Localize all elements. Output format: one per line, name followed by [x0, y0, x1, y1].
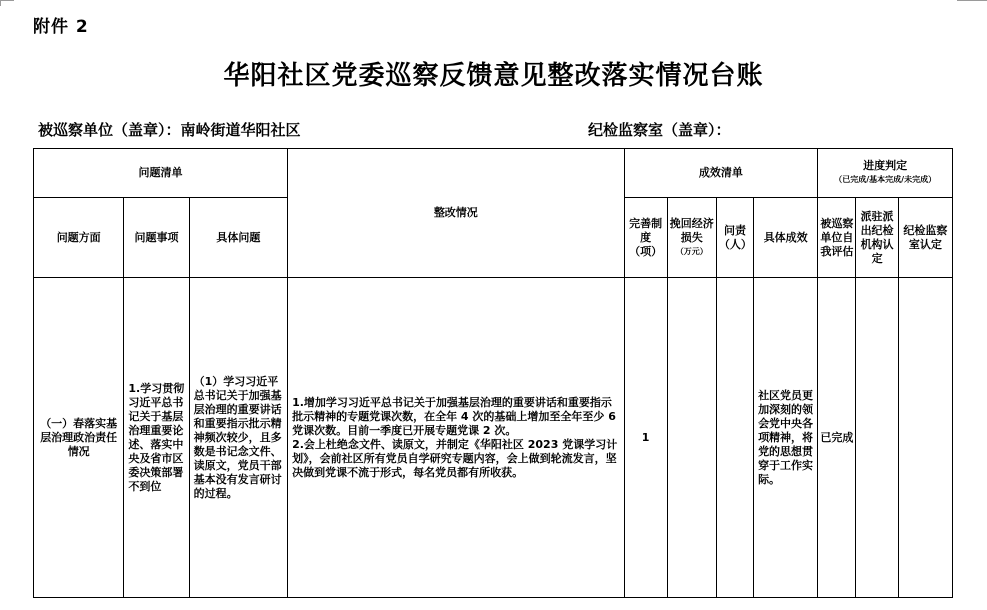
specific-results-cell: 社区党员更加深刻的领会党中央各项精神，将党的思想贯穿于工作实际。	[754, 278, 818, 598]
self-eval-header: 被巡察单位自我评估	[818, 198, 856, 278]
discipline-office-line: 纪检监察室（盖章）：	[588, 121, 731, 139]
recovered-loss-unit: （万元）	[675, 246, 708, 256]
results-list-header: 成效清单	[624, 149, 818, 198]
dispatched-check-cell	[856, 278, 898, 598]
rectification-cell	[288, 278, 624, 598]
item-cell: 1.学习贯彻习近平总书记关于基层治理重要论述、落实中央及省市区委决策部署不到位	[124, 278, 189, 598]
issues-list-header: 问题清单	[34, 149, 288, 198]
inspected-unit-line	[38, 119, 301, 140]
table-row	[34, 278, 953, 598]
rectification-point-1: 1.增加学习习近平总书记关于加强基层治理的重要讲话和重要指示批示精神的专题党课次数，在全年 4 次的基础上增加至全年至少 6 党课次数。目前一季度已开展专题党课 2 次。	[292, 395, 616, 437]
recovered-loss-cell	[667, 278, 716, 598]
inspected-unit-label: 被巡察单位（盖章）：	[38, 121, 181, 139]
systems-count-cell: 1	[624, 278, 667, 598]
progress-header	[818, 149, 953, 198]
specific-issue-header: 具体问题	[189, 198, 287, 278]
page-corner-mark	[957, 0, 987, 1]
progress-title: 进度判定	[863, 159, 908, 172]
progress-note: （已完成/基本完成/未完成）	[834, 175, 937, 184]
self-eval-cell: 已完成	[818, 278, 856, 598]
accountability-header: 问责（人）	[716, 198, 753, 278]
aspect-header: 问题方面	[34, 198, 124, 278]
office-check-cell	[898, 278, 952, 598]
rectification-ledger-table	[33, 148, 953, 598]
attachment-label: 附件 2	[33, 17, 89, 37]
rectification-header: 整改情况	[288, 149, 624, 278]
specific-issue-cell: （1）学习习近平总书记关于加强基层治理的重要讲话和重要指示批示精神频次较少，且多数是书记念文件、读原文，党员干部基本没有发言研讨的过程。	[189, 278, 287, 598]
rectification-point-2: 2.会上杜绝念文件、读原文，并制定《华阳社区 2023 党课学习计划》，会前社区所有党员自学研究专题内容，会上做到轮流发言，坚决做到党课不流于形式，每名党员都有所收获。	[292, 437, 618, 479]
page-corner-mark	[0, 0, 14, 1]
dispatched-check-header: 派驻派出纪检机构认定	[856, 198, 898, 278]
systems-header: 完善制度（项）	[624, 198, 667, 278]
aspect-cell: （一）春落实基层治理政治责任情况	[34, 278, 124, 598]
recovered-loss-label: 挽回经济损失	[669, 216, 714, 244]
specific-results-header: 具体成效	[754, 198, 818, 278]
item-header: 问题事项	[124, 198, 189, 278]
page-title: 华阳社区党委巡察反馈意见整改落实情况台账	[223, 61, 764, 91]
page-corner-mark	[0, 0, 1, 6]
office-check-header: 纪检监察室认定	[898, 198, 952, 278]
recovered-loss-header	[667, 198, 716, 278]
accountability-cell	[716, 278, 753, 598]
inspected-unit-value: 南岭街道华阳社区	[180, 121, 301, 139]
